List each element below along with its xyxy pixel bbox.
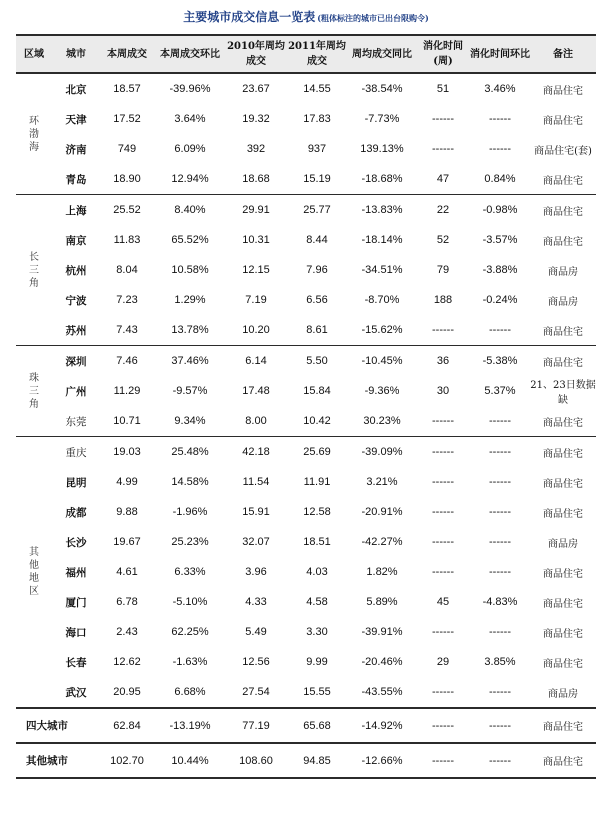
cell-avg-2010: 11.54 xyxy=(242,476,270,488)
header-avg-2011: 2011年周均成交 xyxy=(286,35,348,73)
cell-this-week: 19.03 xyxy=(100,437,154,468)
cell-this-week: 18.57 xyxy=(113,83,141,95)
cell-avg-2011: 18.51 xyxy=(303,536,331,548)
summary-row xyxy=(16,708,596,743)
cell-digest-weeks: ------ xyxy=(416,437,470,468)
cell-yoy: -38.54% xyxy=(361,83,403,95)
cell-avg-2011: 4.03 xyxy=(306,566,328,578)
cell-yoy: -13.83% xyxy=(348,195,416,226)
cell-avg-2011: 6.56 xyxy=(306,294,328,306)
cell-remark: 商品住宅 xyxy=(530,743,596,778)
cell-digest-wow: ------ xyxy=(489,415,511,427)
table-row xyxy=(16,437,596,468)
table-row xyxy=(16,255,596,285)
cell-avg-2010: 32.07 xyxy=(242,536,270,548)
cell-remark: 商品住宅 xyxy=(543,568,583,580)
cell-wow: 25.48% xyxy=(154,437,226,468)
cell-this-week: 10.71 xyxy=(113,415,141,427)
header-remark: 备注 xyxy=(530,35,596,73)
cell-remark: 商品住宅 xyxy=(543,628,583,640)
header-avg-2010: 2010年周均成交 xyxy=(226,35,286,73)
cell-digest-weeks: ------ xyxy=(432,686,454,698)
table-row xyxy=(16,406,596,437)
cell-this-week: 7.23 xyxy=(116,294,138,306)
table-row xyxy=(16,346,596,377)
cell-digest-wow: ------ xyxy=(489,536,511,548)
cell-yoy: -14.92% xyxy=(348,708,416,743)
cell-yoy: 30.23% xyxy=(363,415,401,427)
cell-avg-2010: 7.19 xyxy=(245,294,267,306)
cell-yoy: 139.13% xyxy=(360,143,404,155)
region-label xyxy=(16,346,52,437)
cell-this-week: 19.67 xyxy=(113,536,141,548)
cell-remark: 商品房 xyxy=(548,296,578,308)
cell-digest-weeks: 47 xyxy=(436,173,450,185)
cell-digest-wow: ------ xyxy=(470,708,530,743)
cell-this-week: 4.61 xyxy=(116,566,138,578)
cell-avg-2010: 6.14 xyxy=(226,346,286,377)
cell-this-week: 7.46 xyxy=(100,346,154,377)
cell-remark: 商品住宅 xyxy=(543,417,583,429)
cell-avg-2010: 3.96 xyxy=(245,566,267,578)
cell-avg-2011: 94.85 xyxy=(286,743,348,778)
cell-wow: 9.34% xyxy=(174,415,206,427)
cell-digest-weeks: ------ xyxy=(432,536,454,548)
cell-wow: 6.33% xyxy=(174,566,206,578)
table-row xyxy=(16,677,596,708)
cell-avg-2010: 42.18 xyxy=(226,437,286,468)
cell-digest-weeks: ------ xyxy=(432,626,454,638)
cell-wow: -5.10% xyxy=(172,596,208,608)
cell-digest-weeks: 22 xyxy=(416,195,470,226)
cell-city: 成都 xyxy=(65,506,87,519)
cell-wow: 62.25% xyxy=(171,626,209,638)
cell-digest-wow: -4.83% xyxy=(482,596,518,608)
cell-avg-2011: 65.68 xyxy=(286,708,348,743)
cell-wow: 10.44% xyxy=(154,743,226,778)
table-row xyxy=(16,617,596,647)
table-row xyxy=(16,134,596,164)
region-text: 环渤海 xyxy=(29,115,39,153)
cell-remark: 商品住宅 xyxy=(530,437,596,468)
cell-digest-weeks: ------ xyxy=(416,743,470,778)
cell-digest-wow: ------ xyxy=(489,626,511,638)
cell-city: 广州 xyxy=(65,385,87,398)
region-label xyxy=(16,73,52,195)
cell-digest-weeks: 45 xyxy=(436,596,450,608)
table-row xyxy=(16,104,596,134)
table-row xyxy=(16,225,596,255)
cell-wow: 13.78% xyxy=(171,324,209,336)
cell-avg-2011: 25.69 xyxy=(286,437,348,468)
table-body xyxy=(16,73,596,778)
cell-digest-weeks: 51 xyxy=(436,83,450,95)
cell-wow: 8.40% xyxy=(154,195,226,226)
table-title xyxy=(0,6,612,25)
cell-digest-wow: ------ xyxy=(489,506,511,518)
cell-wow: 10.58% xyxy=(171,264,209,276)
cell-this-week: 9.88 xyxy=(116,506,138,518)
cell-digest-wow: ------ xyxy=(489,324,511,336)
cell-yoy: -20.46% xyxy=(361,656,403,668)
cell-avg-2011: 10.42 xyxy=(303,415,331,427)
cell-avg-2011: 3.30 xyxy=(306,626,328,638)
cell-wow: 12.94% xyxy=(171,173,209,185)
table-row xyxy=(16,557,596,587)
table-row xyxy=(16,497,596,527)
cell-this-week: 12.62 xyxy=(113,656,141,668)
cell-digest-weeks: ------ xyxy=(416,708,470,743)
table-row xyxy=(16,467,596,497)
cell-digest-weeks: ------ xyxy=(432,566,454,578)
cell-avg-2010: 19.32 xyxy=(242,113,270,125)
cell-remark: 商品住宅 xyxy=(543,508,583,520)
cell-this-week: 11.83 xyxy=(113,234,141,246)
cell-digest-weeks: 36 xyxy=(416,346,470,377)
cell-city: 福州 xyxy=(65,566,87,579)
summary-label: 其他城市 xyxy=(16,743,100,778)
cell-wow: 6.68% xyxy=(174,686,206,698)
region-label xyxy=(16,195,52,346)
cell-avg-2010: 10.20 xyxy=(242,324,270,336)
cell-wow: 37.46% xyxy=(154,346,226,377)
cell-wow: -9.57% xyxy=(172,385,208,397)
table-row xyxy=(16,376,596,406)
cell-yoy: -39.09% xyxy=(348,437,416,468)
cell-remark: 商品住宅 xyxy=(543,326,583,338)
cell-remark: 商品房 xyxy=(548,688,578,700)
cell-remark: 商品住宅 xyxy=(530,708,596,743)
cell-yoy: -15.62% xyxy=(361,324,403,336)
cell-wow: -13.19% xyxy=(154,708,226,743)
summary-row xyxy=(16,743,596,778)
cell-city: 上海 xyxy=(52,195,100,226)
cell-digest-weeks: 79 xyxy=(436,264,450,276)
cell-avg-2011: 25.77 xyxy=(286,195,348,226)
cell-digest-wow: -0.24% xyxy=(482,294,518,306)
cell-yoy: -42.27% xyxy=(361,536,403,548)
header-row xyxy=(16,35,596,73)
cell-this-week: 749 xyxy=(117,143,137,155)
cell-city: 东莞 xyxy=(65,415,87,428)
table-row xyxy=(16,73,596,104)
cell-avg-2010: 108.60 xyxy=(226,743,286,778)
cell-digest-wow: 5.37% xyxy=(484,385,516,397)
cell-digest-wow: ------ xyxy=(489,566,511,578)
cell-digest-weeks: ------ xyxy=(432,324,454,336)
table-row xyxy=(16,285,596,315)
cell-digest-wow: 0.84% xyxy=(484,173,516,185)
cell-digest-weeks: 188 xyxy=(433,294,453,306)
cell-avg-2010: 392 xyxy=(246,143,266,155)
region-text: 长三角 xyxy=(29,251,39,289)
header-city: 城市 xyxy=(52,35,100,73)
cell-wow: 3.64% xyxy=(174,113,206,125)
cell-this-week: 7.43 xyxy=(116,324,138,336)
cell-yoy: -12.66% xyxy=(348,743,416,778)
cell-avg-2011: 12.58 xyxy=(303,506,331,518)
cell-digest-weeks: 52 xyxy=(436,234,450,246)
cell-yoy: -18.14% xyxy=(361,234,403,246)
cell-yoy: -8.70% xyxy=(364,294,400,306)
cell-city: 长春 xyxy=(65,656,87,669)
table-row xyxy=(16,647,596,677)
cell-remark: 商品房 xyxy=(548,538,578,550)
cell-digest-wow: 3.46% xyxy=(484,83,516,95)
cell-this-week: 17.52 xyxy=(113,113,141,125)
cell-remark: 商品住宅(套) xyxy=(534,145,592,157)
cell-wow: 65.52% xyxy=(171,234,209,246)
cell-this-week: 11.29 xyxy=(113,385,141,397)
cell-remark: 商品住宅 xyxy=(543,478,583,490)
cell-digest-weeks: ------ xyxy=(432,476,454,488)
cell-avg-2010: 27.54 xyxy=(242,686,270,698)
cell-this-week: 62.84 xyxy=(100,708,154,743)
cell-digest-wow: ------ xyxy=(489,476,511,488)
cell-wow: 1.29% xyxy=(174,294,206,306)
cell-city: 宁波 xyxy=(65,294,87,307)
cell-wow: 25.23% xyxy=(171,536,209,548)
cell-city: 青岛 xyxy=(65,173,87,186)
cell-avg-2011: 4.58 xyxy=(306,596,328,608)
cell-city: 苏州 xyxy=(65,324,87,337)
cell-avg-2010: 4.33 xyxy=(245,596,267,608)
table-row xyxy=(16,527,596,557)
cell-digest-weeks: ------ xyxy=(432,143,454,155)
cell-this-week: 20.95 xyxy=(113,686,141,698)
title-main: 主要城市成交信息一览表 xyxy=(183,10,316,24)
cell-yoy: 5.89% xyxy=(366,596,398,608)
region-text: 其他地区 xyxy=(29,547,39,597)
header-wow: 本周成交环比 xyxy=(154,35,226,73)
cell-remark: 商品住宅 xyxy=(543,85,583,97)
cell-digest-wow: 3.85% xyxy=(484,656,516,668)
region-label xyxy=(16,437,52,709)
cell-avg-2011: 15.84 xyxy=(303,385,331,397)
cell-city: 海口 xyxy=(65,626,87,639)
cell-city: 济南 xyxy=(65,143,87,156)
cell-yoy: 3.21% xyxy=(366,476,398,488)
cell-avg-2011: 8.44 xyxy=(306,234,328,246)
cell-avg-2011: 14.55 xyxy=(303,83,331,95)
cell-digest-wow: ------ xyxy=(489,686,511,698)
cell-this-week: 6.78 xyxy=(116,596,138,608)
cell-digest-weeks: 29 xyxy=(436,656,450,668)
table-row xyxy=(16,195,596,226)
cell-avg-2010: 10.31 xyxy=(242,234,270,246)
cell-city: 昆明 xyxy=(65,476,87,489)
cell-city: 南京 xyxy=(65,234,87,247)
cell-avg-2011: 15.19 xyxy=(303,173,331,185)
cell-this-week: 18.90 xyxy=(113,173,141,185)
cell-city: 重庆 xyxy=(52,437,100,468)
cell-avg-2010: 77.19 xyxy=(226,708,286,743)
cell-yoy: -9.36% xyxy=(364,385,400,397)
cell-wow: 14.58% xyxy=(171,476,209,488)
cell-yoy: -18.68% xyxy=(361,173,403,185)
table-row xyxy=(16,587,596,617)
cell-avg-2011: 17.83 xyxy=(303,113,331,125)
cell-avg-2011: 15.55 xyxy=(303,686,331,698)
cell-avg-2010: 5.49 xyxy=(245,626,267,638)
cell-city: 长沙 xyxy=(65,536,87,549)
table-row xyxy=(16,315,596,346)
cell-remark: 商品住宅 xyxy=(543,175,583,187)
cell-digest-weeks: ------ xyxy=(432,506,454,518)
cell-remark: 商品房 xyxy=(548,266,578,278)
cell-remark: 21、23日数据缺 xyxy=(530,380,596,406)
cell-city: 厦门 xyxy=(65,596,87,609)
cell-city: 深圳 xyxy=(52,346,100,377)
cell-yoy: -43.55% xyxy=(361,686,403,698)
cell-digest-weeks: 30 xyxy=(436,385,450,397)
cell-avg-2011: 9.99 xyxy=(306,656,328,668)
cell-wow: -1.96% xyxy=(172,506,208,518)
cell-digest-wow: ------ xyxy=(470,437,530,468)
cell-digest-wow: -0.98% xyxy=(470,195,530,226)
cell-this-week: 2.43 xyxy=(116,626,138,638)
cell-avg-2011: 5.50 xyxy=(286,346,348,377)
cell-yoy: -7.73% xyxy=(364,113,400,125)
cell-digest-wow: ------ xyxy=(470,743,530,778)
title-note: (粗体标注的城市已出台限购令) xyxy=(317,13,429,23)
cell-avg-2010: 12.15 xyxy=(242,264,270,276)
cell-digest-wow: -3.57% xyxy=(482,234,518,246)
cell-remark: 商品住宅 xyxy=(530,346,596,377)
cell-city: 武汉 xyxy=(65,686,87,699)
header-yoy: 周均成交同比 xyxy=(348,35,416,73)
cell-this-week: 102.70 xyxy=(100,743,154,778)
cell-avg-2010: 15.91 xyxy=(242,506,270,518)
cell-digest-weeks: ------ xyxy=(432,415,454,427)
cell-avg-2011: 11.91 xyxy=(303,476,331,488)
cell-digest-wow: ------ xyxy=(489,143,511,155)
cell-remark: 商品住宅 xyxy=(543,115,583,127)
header-digest-wow: 消化时间环比 xyxy=(470,35,530,73)
cell-wow: -39.96% xyxy=(169,83,211,95)
cell-city: 天津 xyxy=(65,113,87,126)
cell-avg-2010: 18.68 xyxy=(242,173,270,185)
cell-yoy: -20.91% xyxy=(361,506,403,518)
cell-digest-wow: ------ xyxy=(489,113,511,125)
transaction-table xyxy=(16,34,596,779)
cell-city: 杭州 xyxy=(65,264,87,277)
cell-wow: 6.09% xyxy=(174,143,206,155)
header-digest-weeks: 消化时间(周) xyxy=(416,35,470,73)
region-text: 珠三角 xyxy=(29,372,39,410)
cell-digest-wow: -3.88% xyxy=(482,264,518,276)
cell-wow: -1.63% xyxy=(172,656,208,668)
cell-digest-wow: -5.38% xyxy=(470,346,530,377)
cell-avg-2010: 29.91 xyxy=(226,195,286,226)
cell-digest-weeks: ------ xyxy=(432,113,454,125)
cell-avg-2010: 8.00 xyxy=(245,415,267,427)
cell-this-week: 4.99 xyxy=(116,476,138,488)
cell-remark: 商品住宅 xyxy=(543,236,583,248)
cell-this-week: 8.04 xyxy=(116,264,138,276)
cell-yoy: 1.82% xyxy=(366,566,398,578)
cell-avg-2010: 17.48 xyxy=(242,385,270,397)
cell-avg-2011: 7.96 xyxy=(306,264,328,276)
cell-remark: 商品住宅 xyxy=(543,598,583,610)
cell-yoy: -34.51% xyxy=(361,264,403,276)
cell-avg-2011: 8.61 xyxy=(306,324,328,336)
cell-avg-2010: 23.67 xyxy=(242,83,270,95)
cell-remark: 商品住宅 xyxy=(530,195,596,226)
cell-city: 北京 xyxy=(65,83,87,96)
table-row xyxy=(16,164,596,195)
header-this-week: 本周成交 xyxy=(100,35,154,73)
header-region: 区域 xyxy=(16,35,52,73)
summary-label: 四大城市 xyxy=(16,708,100,743)
cell-this-week: 25.52 xyxy=(100,195,154,226)
cell-avg-2011: 937 xyxy=(307,143,327,155)
cell-avg-2010: 12.56 xyxy=(242,656,270,668)
cell-yoy: -10.45% xyxy=(348,346,416,377)
cell-yoy: -39.91% xyxy=(361,626,403,638)
cell-remark: 商品住宅 xyxy=(543,658,583,670)
